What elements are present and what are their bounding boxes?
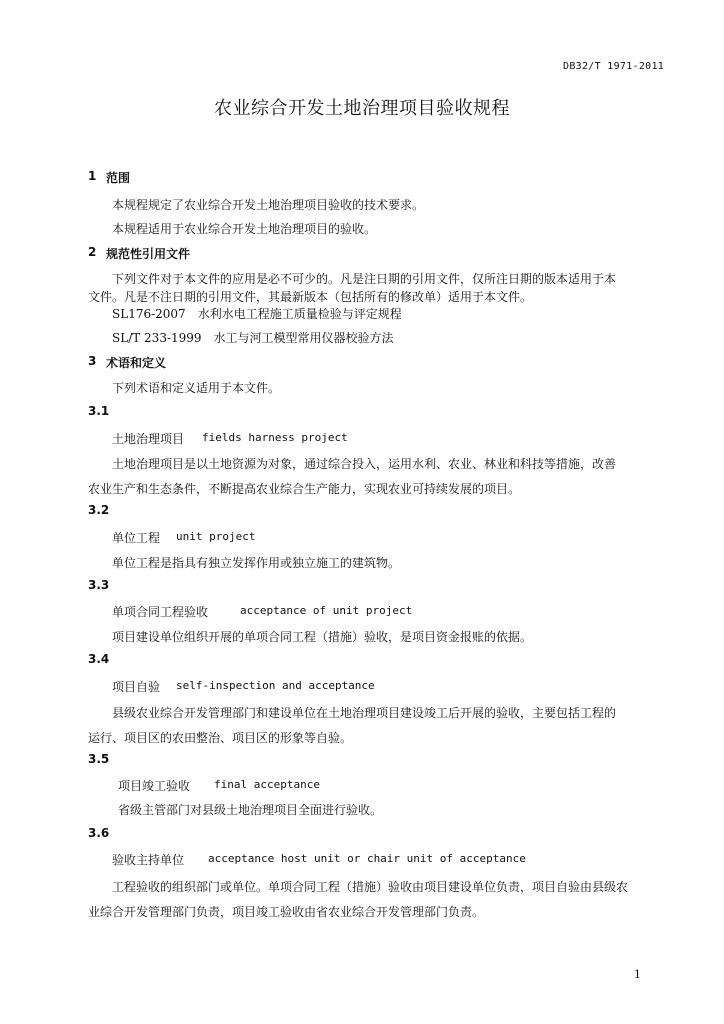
term-number: 3.1: [88, 404, 110, 418]
term-chinese-name: 土地治理项目: [112, 432, 185, 446]
section-3-title: 术语和定义: [106, 356, 167, 370]
term-number: 3.2: [88, 503, 110, 517]
term-number: 3.5: [88, 752, 110, 766]
normative-reference-2: SL/T 233-1999 水工与河工模型常用仪器校验方法: [112, 331, 394, 345]
term-english-name: self-inspection and acceptance: [176, 679, 375, 692]
term-definition-line-1: 土地治理项目是以土地资源为对象，通过综合投入，运用水利、农业、林业和科技等措施，改善: [112, 457, 617, 471]
term-definition-line-2: 农业生产和生态条件，不断提高农业综合生产能力，实现农业可持续发展的项目。: [88, 482, 521, 496]
term-english-name: unit project: [176, 530, 256, 543]
term-english-name: acceptance of unit project: [240, 604, 413, 617]
term-english-name: final acceptance: [214, 778, 320, 791]
term-definition-line-2: 业综合开发管理部门负责，项目竣工验收由省农业综合开发管理部门负责。: [88, 905, 485, 919]
term-definition-line-1: 项目建设单位组织开展的单项合同工程（措施）验收，是项目资金报账的依据。: [112, 630, 533, 644]
standard-number: DB32/T 1971-2011: [563, 61, 665, 72]
section-1-paragraph-1: 本规程规定了农业综合开发土地治理项目验收的技术要求。: [112, 198, 425, 212]
term-chinese-name: 单位工程: [112, 531, 161, 545]
section-2-paragraph-line-1: 下列文件对于本文件的应用是必不可少的。凡是注日期的引用文件，仅所注日期的版本适用于本: [112, 272, 617, 286]
section-1-title: 范围: [106, 171, 131, 185]
page-number: 1: [634, 968, 641, 981]
term-chinese-name: 项目自验: [112, 680, 161, 694]
term-definition-line-1: 工程验收的组织部门或单位。单项合同工程（措施）验收由项目建设单位负责，项目自验由县级农: [112, 880, 629, 894]
section-2-title: 规范性引用文件: [106, 247, 191, 261]
section-2-number: 2: [88, 245, 97, 259]
term-number: 3.4: [88, 652, 110, 666]
section-3-number: 3: [88, 354, 97, 368]
section-3-intro: 下列术语和定义适用于本文件。: [112, 381, 281, 395]
term-english-name: fields harness project: [202, 431, 348, 444]
term-chinese-name: 项目竣工验收: [118, 779, 191, 793]
term-chinese-name: 单项合同工程验收: [112, 605, 209, 619]
section-1-paragraph-2: 本规程适用于农业综合开发土地治理项目的验收。: [112, 222, 377, 236]
normative-reference-1: SL176-2007 水利水电工程施工质量检验与评定规程: [112, 307, 402, 321]
term-chinese-name: 验收主持单位: [112, 853, 185, 867]
term-english-name: acceptance host unit or chair unit of acceptance: [208, 852, 526, 865]
term-definition-line-1: 省级主管部门对县级土地治理项目全面进行验收。: [118, 803, 383, 817]
section-2-paragraph-line-2: 文件。凡是不注日期的引用文件，其最新版本（包括所有的修改单）适用于本文件。: [88, 290, 533, 304]
section-1-number: 1: [88, 169, 97, 183]
term-definition-line-1: 单位工程是指具有独立发挥作用或独立施工的建筑物。: [112, 556, 401, 570]
term-number: 3.6: [88, 826, 110, 840]
document-title: 农业综合开发土地治理项目验收规程: [214, 98, 510, 119]
term-number: 3.3: [88, 578, 110, 592]
term-definition-line-2: 运行、项目区的农田整治、项目区的形象等自验。: [88, 731, 353, 745]
term-definition-line-1: 县级农业综合开发管理部门和建设单位在土地治理项目建设竣工后开展的验收，主要包括工程的: [112, 706, 617, 720]
